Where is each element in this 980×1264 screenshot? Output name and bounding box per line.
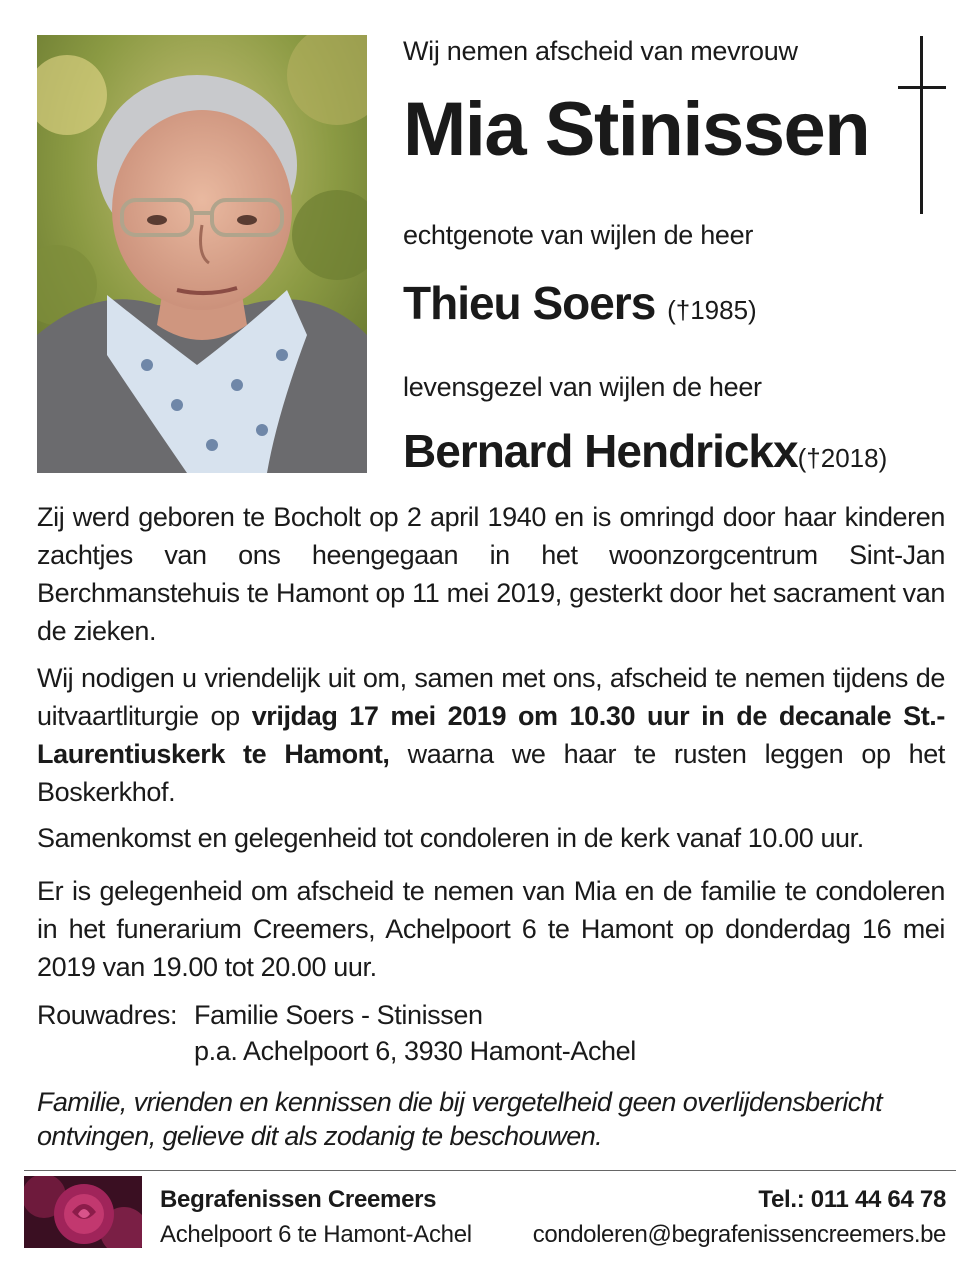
paragraph-funeral-bold: vrijdag 17 mei 2019 om 10.30 uur in de decanale St.-Laurentiuskerk te Hamont,: [37, 701, 945, 769]
funeral-home-name: Begrafenissen Creemers: [160, 1186, 437, 1213]
intro-line-2: echtgenote van wijlen de heer: [403, 220, 754, 250]
partner-year: (†2018): [797, 443, 888, 473]
funeral-home-email[interactable]: condoleren@begrafenissencreemers.be: [532, 1221, 946, 1248]
spouse-name: Thieu Soers: [403, 277, 656, 329]
partner-name: Bernard Hendrickx: [403, 425, 798, 477]
rose-image: [24, 1176, 142, 1248]
portrait-photo: [37, 35, 367, 473]
paragraph-funeral-text-2: waarna we haar te rusten leggen op het Boskerkhof.: [37, 739, 945, 807]
paragraph-funeral-text-1: Wij nodigen u vriendelijk uit om, samen met ons, afscheid te nemen tijdens de uitvaartliturgie op: [37, 663, 945, 731]
spouse-year: (†1985): [667, 295, 757, 325]
intro-line-3: levensgezel van wijlen de heer: [403, 372, 762, 402]
partner-line: [403, 425, 888, 477]
paragraph-gathering: Samenkomst en gelegenheid tot condoleren in de kerk vanaf 10.00 uur.: [37, 823, 864, 853]
cross-icon: [898, 36, 946, 214]
address-line-2: p.a. Achelpoort 6, 3930 Hamont-Achel: [194, 1036, 636, 1066]
intro-line-1: Wij nemen afscheid van mevrouw: [403, 36, 798, 66]
footer-divider: [24, 1170, 956, 1171]
spouse-line: [403, 277, 757, 329]
address-label: Rouwadres:: [37, 1000, 178, 1030]
address-line-1: Familie Soers - Stinissen: [194, 1000, 483, 1030]
paragraph-birth: Zij werd geboren te Bocholt op 2 april 1940 en is omringd door haar kinderen zachtjes van ons heengegaan in het woonzorgcentrum Sint-Jan Berchmanstehuis te Hamont op 11 mei 2019, gesterkt door het sacrament van de zieken.: [37, 502, 945, 646]
paragraph-condolence: Er is gelegenheid om afscheid te nemen van Mia en de familie te condoleren in het funerarium Creemers, Achelpoort 6 te Hamont op donderdag 16 mei 2019 van 19.00 tot 20.00 uur.: [37, 876, 945, 982]
deceased-name: Mia Stinissen: [403, 87, 870, 172]
closing-note: Familie, vrienden en kennissen die bij vergetelheid geen overlijdensbericht ontvingen, gelieve dit als zodanig te beschouwen.: [37, 1087, 883, 1151]
funeral-home-phone[interactable]: Tel.: 011 44 64 78: [758, 1186, 946, 1213]
paragraph-funeral: [37, 659, 945, 811]
funeral-home-address: Achelpoort 6 te Hamont-Achel: [160, 1221, 472, 1248]
